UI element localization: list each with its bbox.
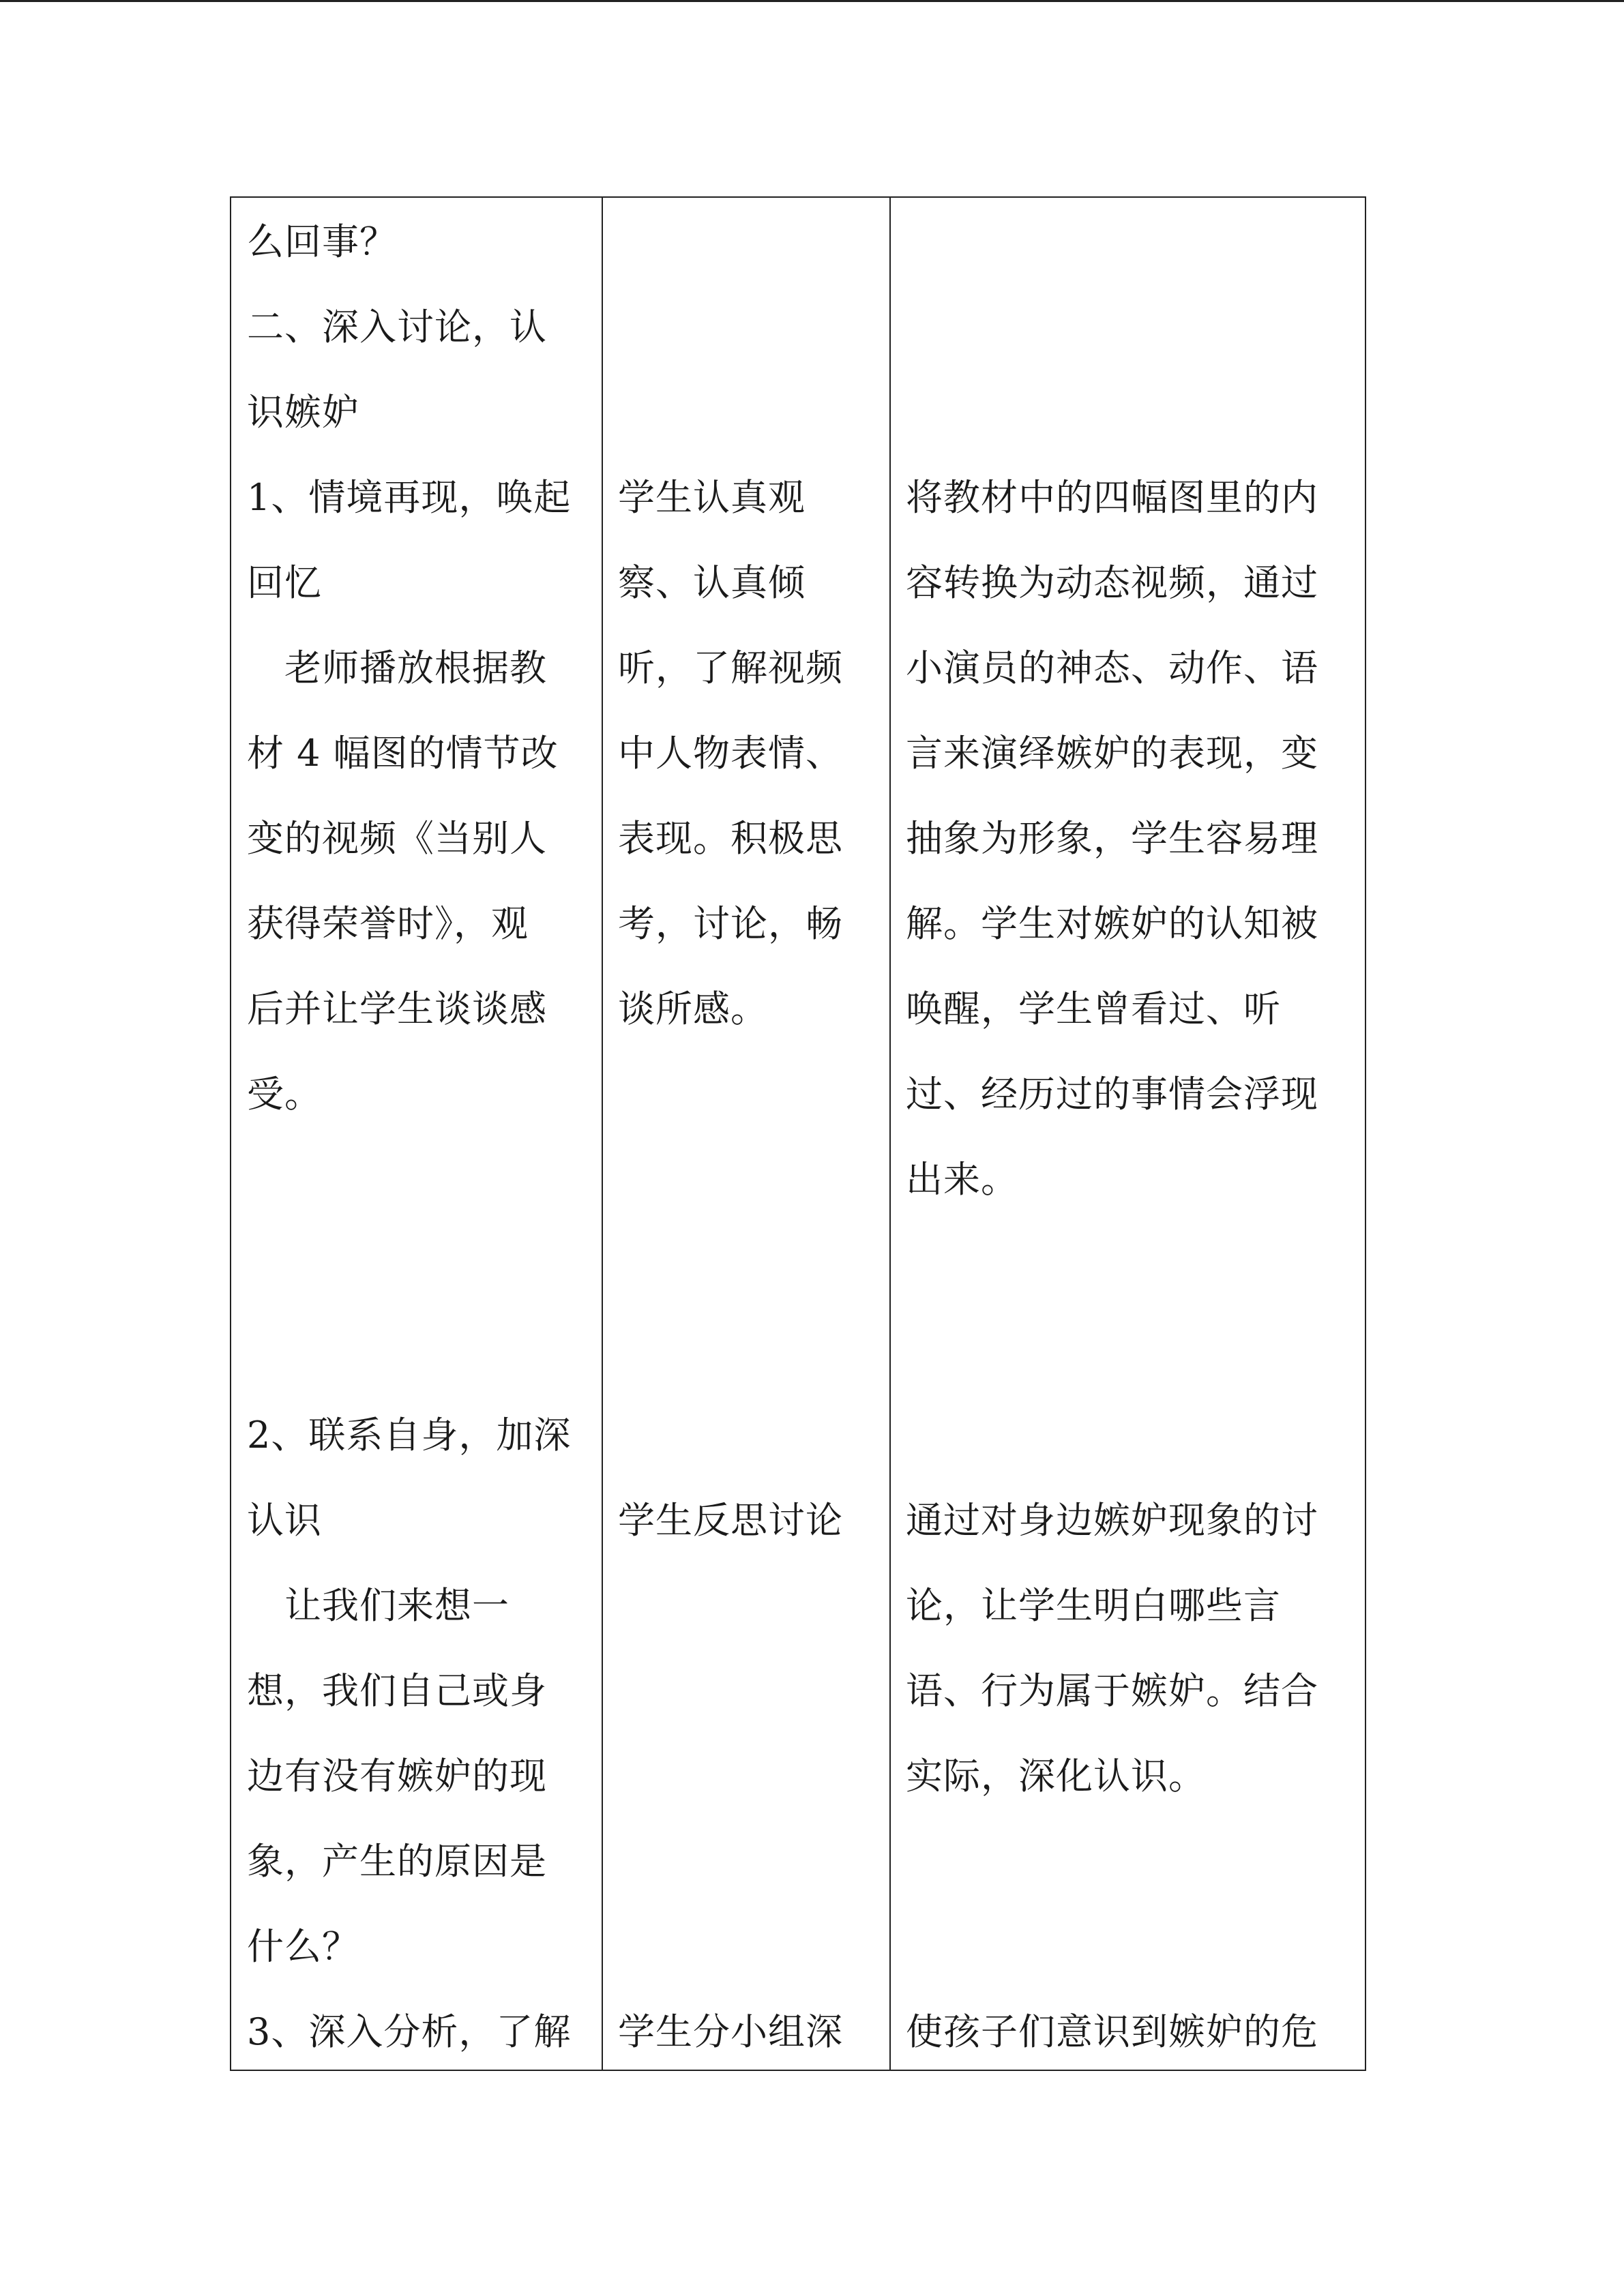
design-intent-line: 使孩子们意识到嫉妒的危 [906,2010,1318,2053]
design-intent-line: 唤醒，学生曾看过、听 [906,987,1281,1030]
teaching-process-line: 象，产生的原因是 [247,1840,547,1883]
teaching-process-line: 么回事？ [247,220,397,263]
design-intent-line: 解。学生对嫉妒的认知被 [906,902,1318,945]
design-intent-line: 小演员的神态、动作、语 [906,646,1318,689]
design-intent-line: 语、行为属于嫉妒。结合 [906,1669,1318,1712]
teaching-process-line: 老师播放根据教 [247,646,547,689]
teaching-process-line: 变的视频《当别人 [247,817,547,860]
design-intent-line: 过、经历过的事情会浮现 [906,1073,1318,1116]
design-intent-line: 论，让学生明白哪些言 [906,1584,1281,1627]
teaching-process-line: 受。 [247,1073,322,1116]
student-activity-line: 考，讨论，畅 [618,902,843,945]
teaching-process-line: 认识 [247,1499,322,1542]
student-activity-line: 听，了解视频 [618,646,843,689]
column-divider-2 [889,198,891,2070]
teaching-process-line: 获得荣誉时》，观 [247,902,529,945]
student-activity-line: 中人物表情、 [618,732,843,775]
student-activity-line: 察、认真倾 [618,561,806,604]
teaching-process-line: 1、情境再现，唤起 [247,476,572,519]
column-divider-1 [602,198,603,2070]
teaching-process-line: 3、深入分析，了解 [247,2010,572,2053]
design-intent-line: 出来。 [906,1158,1018,1201]
teaching-process-line: 什么？ [247,1925,359,1968]
design-intent-line: 容转换为动态视频，通过 [906,561,1318,604]
teaching-process-line: 识嫉妒 [247,391,359,434]
teaching-process-line: 材 4 幅图的情节改 [247,732,559,775]
teaching-process-line: 让我们来想一 [247,1584,510,1627]
student-activity-line: 谈所感。 [618,987,768,1030]
design-intent-line: 抽象为形象，学生容易理 [906,817,1318,860]
student-activity-line: 学生认真观 [618,476,806,519]
teaching-process-line: 想，我们自己或身 [247,1669,547,1712]
design-intent-line: 将教材中的四幅图里的内 [906,476,1318,519]
student-activity-line: 学生分小组深 [618,2010,843,2053]
student-activity-line: 表现。积极思 [618,817,843,860]
design-intent-line: 实际，深化认识。 [906,1755,1206,1798]
lesson-plan-table [230,196,1366,2071]
teaching-process-line: 边有没有嫉妒的现 [247,1755,547,1798]
student-activity-line: 学生反思讨论 [618,1499,843,1542]
teaching-process-line: 后并让学生谈谈感 [247,987,547,1030]
page-top-border [0,0,1624,2]
teaching-process-line: 2、联系自身，加深 [247,1414,572,1457]
design-intent-line: 言来演绎嫉妒的表现，变 [906,732,1318,775]
teaching-process-line: 二、深入讨论，认 [247,305,547,348]
design-intent-line: 通过对身边嫉妒现象的讨 [906,1499,1318,1542]
teaching-process-line: 回忆 [247,561,322,604]
